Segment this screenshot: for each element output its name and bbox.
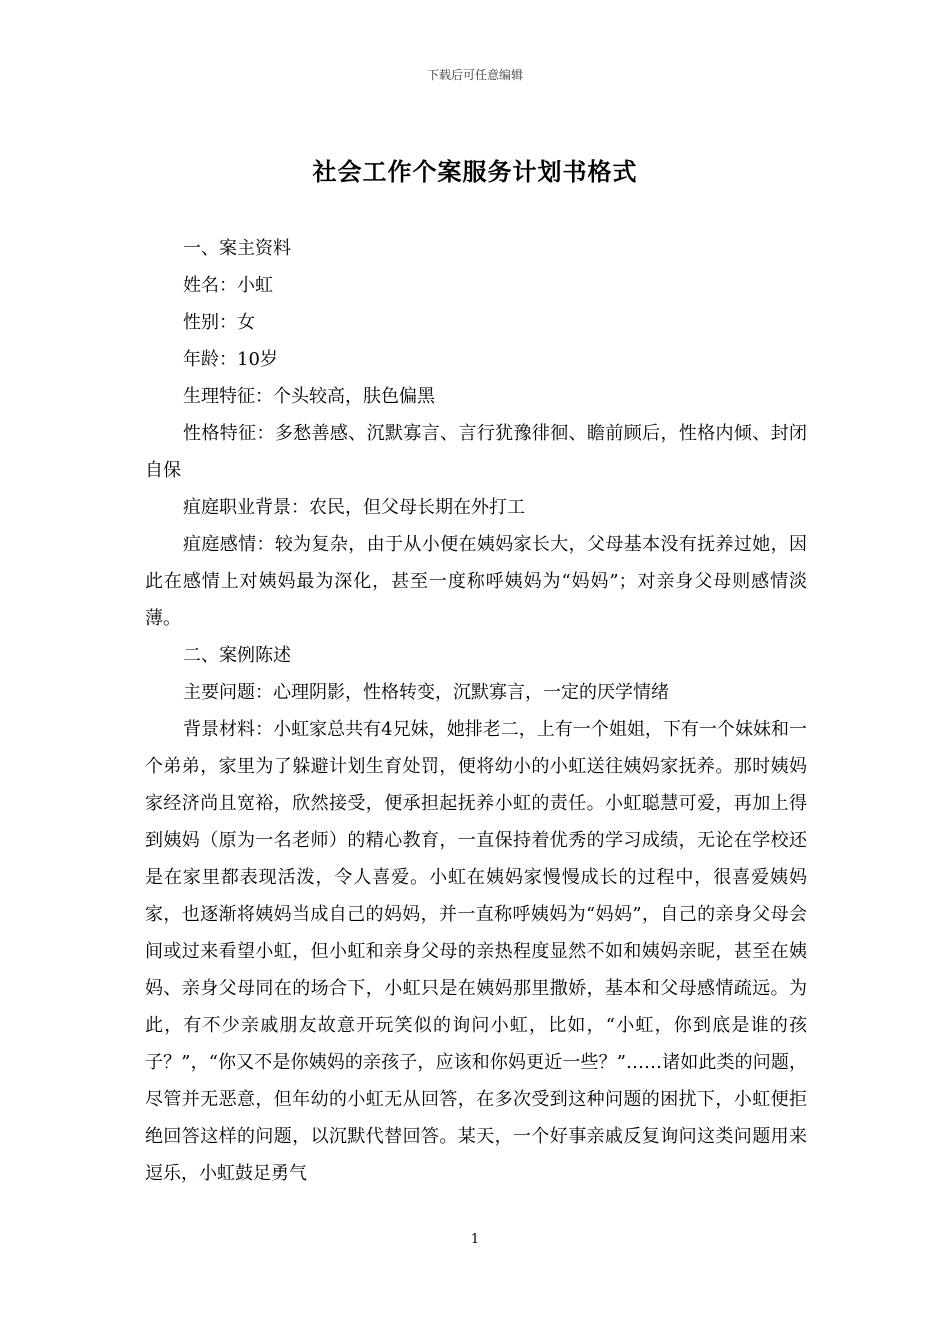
- page-number: 1: [470, 1232, 480, 1247]
- document-body: [145, 230, 807, 1192]
- client-family-occupation: 疽庭职业背景：农民，但父母长期在外打工: [183, 497, 525, 518]
- client-name: 姓名：小虹: [183, 275, 273, 296]
- background-material: 背景材料：小虹家总共有4兄妹，她排老二，上有一个姐姐，下有一个妹妹和一个弟弟，家里为了躲避计划生育处罚，便将幼小的小虹送往姨妈家抚养。那时姨妈家经济尚且宽裕，欣然接受，便承担起抚养小虹的责任。小虹聪慧可爱，再加上得到姨妈（原为一名老师）的精心教育，一直保持着优秀的学习成绩，无论在学校还是在家里都表现活泼，令人喜爱。小虹在姨妈家慢慢成长的过程中，很喜爱姨妈家，也逐渐将姨妈当成自己的妈妈，并一直称呼姨妈为“妈妈”，自己的亲身父母会间或过来看望小虹，但小虹和亲身父母的亲热程度显然不如和姨妈亲昵，甚至在姨妈、亲身父母同在的场合下，小虹只是在姨妈那里撒娇，基本和父母感情疏远。为此，有不少亲戚朋友故意开玩笑似的询问小虹，比如，“小虹，你到底是谁的孩子？”，“你又不是你姨妈的亲孩子，应该和你妈更近一些？”……诸如此类的问题，尽管并无恶意，但年幼的小虹无从回答，在多次受到这种问题的困扰下，小虹便拒绝回答这样的问题，以沉默代替回答。某天，一个好事亲戚反复询问这类问题用来逗乐，小虹鼓足勇气: [145, 719, 807, 1184]
- client-gender: 性别：女: [183, 312, 255, 333]
- document-title: 社会工作个案服务计划书格式: [312, 157, 638, 186]
- client-family-relations: 疽庭感情：较为复杂，由于从小便在姨妈家长大，父母基本没有抚养过她，因此在感情上对姨妈最为深化，甚至一度称呼姨妈为“妈妈”；对亲身父母则感情淡薄。: [145, 534, 807, 629]
- client-personality-traits: 性格特征：多愁善感、沉默寡言、言行犹豫徘徊、瞻前顾后，性格内倾、封闭自保: [145, 423, 807, 481]
- client-physical-traits: 生理特征：个头较高，肤色偏黑: [183, 386, 435, 407]
- header-note: 下载后可任意编辑: [426, 68, 523, 82]
- section-heading-case-description: 二、案例陈述: [183, 645, 291, 666]
- section-heading-client-info: 一、案主资料: [183, 238, 291, 259]
- main-problems: 主要问题：心理阴影，性格转变，沉默寡言，一定的厌学情绪: [183, 682, 669, 703]
- client-age: 年龄：10岁: [183, 349, 278, 370]
